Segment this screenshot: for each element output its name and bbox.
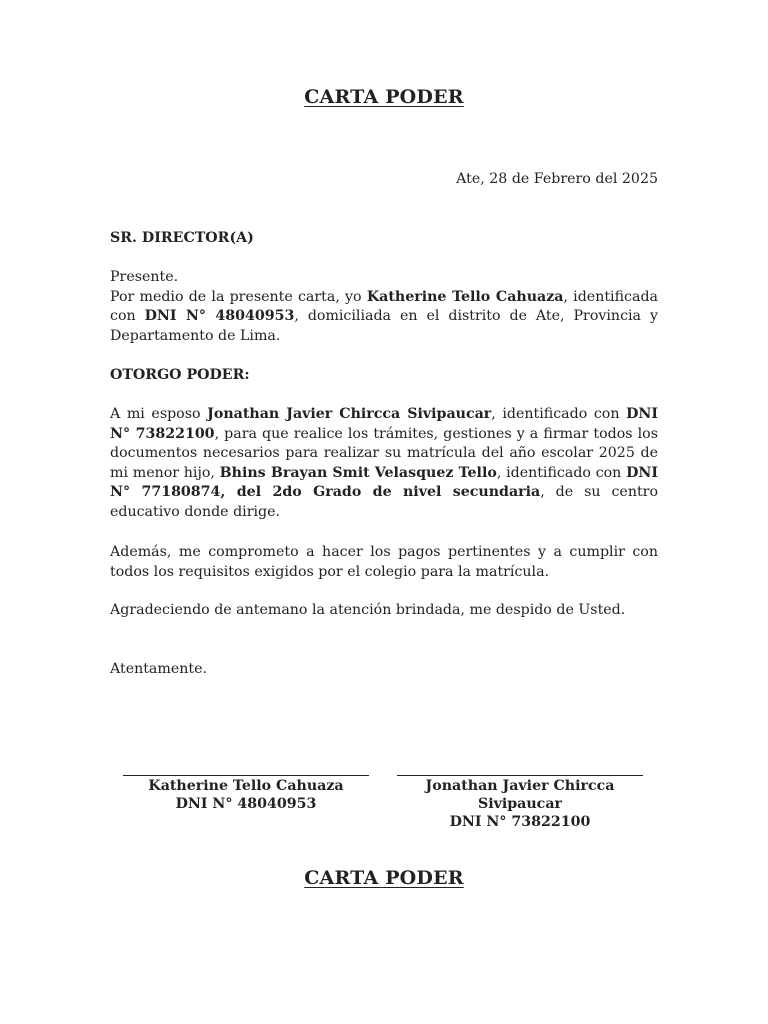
date-line: Ate, 28 de Febrero del 2025 bbox=[456, 171, 658, 187]
signature-name: Jonathan Javier Chircca Sivipaucar bbox=[425, 778, 615, 812]
signature-line bbox=[123, 760, 369, 776]
intro-text-2: , identificada con bbox=[110, 288, 658, 325]
main-paragraph bbox=[110, 405, 658, 523]
child-dni-grade: DNI N° 77180874, del 2do Grado de nivel secundaria bbox=[110, 464, 658, 501]
presente-line: Presente. bbox=[110, 269, 179, 285]
signature-dni: DNI N° 73822100 bbox=[449, 814, 591, 830]
second-page-title: CARTA PODER bbox=[304, 867, 464, 889]
grant-heading: OTORGO PODER: bbox=[110, 367, 250, 383]
main-text-4: , identificado con bbox=[496, 464, 627, 481]
commitment-paragraph: Además, me comprometo a hacer los pagos pertinentes y a cumplir con todos los requisitos exigidos por el colegio para la matrícula. bbox=[110, 544, 658, 580]
attorney-name: Jonathan Javier Chircca Sivipaucar bbox=[207, 406, 492, 422]
main-text-3: , para que realice los trámites, gestiones y a firmar todos los documentos necesarios para realizar su matrícula del año escolar 2025 de mi menor hijo, bbox=[110, 425, 658, 481]
recipient-heading: SR. DIRECTOR(A) bbox=[110, 230, 254, 246]
signature-block-attorney bbox=[395, 760, 645, 831]
intro-text-1: Por medio de la presente carta, yo bbox=[110, 288, 367, 305]
attorney-dni: DNI N° 73822100 bbox=[110, 406, 659, 442]
signature-dni: DNI N° 48040953 bbox=[175, 796, 317, 812]
intro-text bbox=[110, 288, 658, 347]
thanks-paragraph: Agradeciendo de antemano la atención brindada, me despido de Usted. bbox=[110, 602, 626, 618]
grantor-dni: DNI N° 48040953 bbox=[144, 308, 295, 325]
main-text-1: A mi esposo bbox=[110, 406, 208, 422]
intro-paragraph bbox=[110, 268, 658, 346]
main-text-2: , identificado con bbox=[491, 406, 627, 422]
signature-name: Katherine Tello Cahuaza bbox=[148, 778, 344, 794]
intro-text-3: , domiciliada en el distrito de Ate, Provincia y Departamento de Lima. bbox=[110, 308, 658, 344]
main-text-5: , de su centro educativo donde dirige. bbox=[110, 484, 658, 520]
closing-line: Atentamente. bbox=[110, 661, 207, 677]
grantor-name: Katherine Tello Cahuaza bbox=[366, 288, 564, 305]
document-title: CARTA PODER bbox=[304, 86, 464, 108]
signature-line bbox=[397, 760, 643, 776]
child-name: Bhins Brayan Smit Velasquez Tello bbox=[219, 464, 497, 481]
signature-block-grantor bbox=[121, 760, 371, 813]
